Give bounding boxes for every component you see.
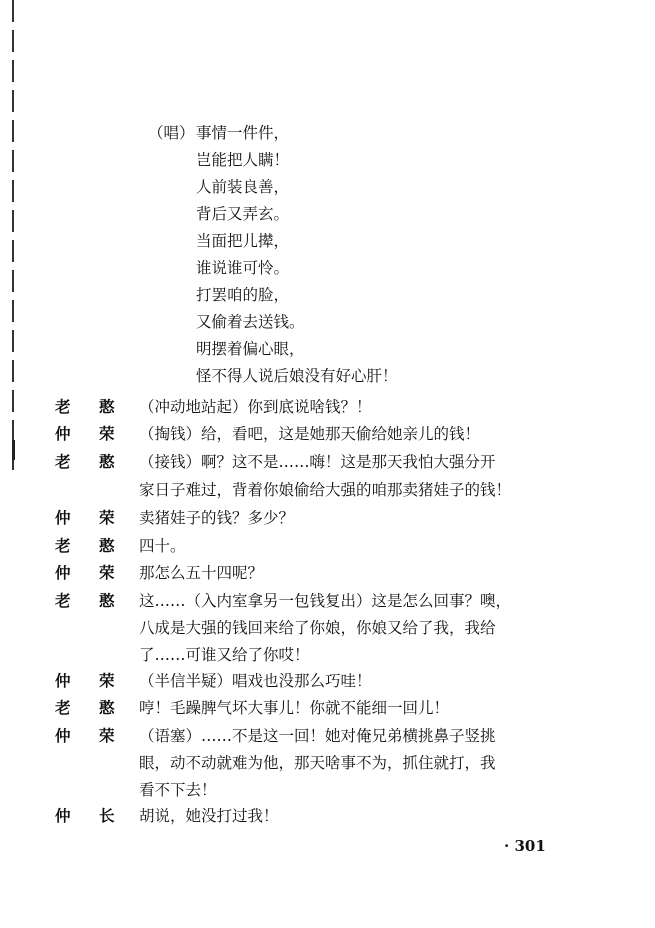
speaker-name-char: 憨 <box>99 397 115 416</box>
speech-line: 那怎么五十四呢？ <box>139 564 264 582</box>
speech-line: （冲动地站起）你到底说啥钱？！ <box>139 398 372 416</box>
binding-margin-rule <box>12 0 14 470</box>
speaker-name-char: 憨 <box>99 591 115 610</box>
speaker-name-char: 长 <box>99 806 115 825</box>
speaker-name-char: 老 <box>55 698 71 717</box>
speech-line: 看不下去！ <box>139 781 217 799</box>
speaker-name-char: 老 <box>55 452 71 471</box>
speaker-name-char: 仲 <box>55 508 71 527</box>
speech-line: （语塞）……不是这一回！她对俺兄弟横挑鼻子竖挑 <box>139 727 496 745</box>
song-line: 人前装良善， <box>196 178 290 196</box>
song-line: 打罢咱的脸， <box>196 286 290 304</box>
speaker-name-char: 老 <box>55 397 71 416</box>
song-line: 岂能把人瞒！ <box>196 151 290 169</box>
speech-line: （掏钱）给，看吧，这是她那天偷给她亲儿的钱！ <box>139 425 481 443</box>
speaker-name-char: 仲 <box>55 726 71 745</box>
speaker-name-char: 荣 <box>99 563 115 582</box>
song-line: 当面把儿撵， <box>196 232 290 250</box>
song-line: 事情一件件， <box>196 124 290 142</box>
speaker-name-char: 荣 <box>99 726 115 745</box>
speaker-name-char: 仲 <box>55 424 71 443</box>
speech-line: 这……（入内室拿另一包钱复出）这是怎么回事？噢， <box>139 592 512 610</box>
speaker-name-char: 老 <box>55 536 71 555</box>
speaker-name-char: 老 <box>55 591 71 610</box>
speech-line: 四十。 <box>139 537 186 555</box>
speech-line: 哼！毛躁脾气坏大事儿！你就不能细一回儿！ <box>139 699 450 717</box>
song-line: 又偷着去送钱。 <box>196 313 305 331</box>
speech-line: 八成是大强的钱回来给了你娘，你娘又给了我，我给 <box>139 619 496 637</box>
song-tag: （唱） <box>148 124 195 142</box>
speech-line: 胡说，她没打过我！ <box>139 807 279 825</box>
speaker-name-char: 仲 <box>55 563 71 582</box>
song-line: 谁说谁可怜。 <box>196 259 290 277</box>
binding-margin-mark <box>12 440 15 460</box>
speech-line: 卖猪娃子的钱？多少？ <box>139 509 295 527</box>
speech-line: 了……可谁又给了你哎！ <box>139 646 310 664</box>
song-line: 背后又弄玄。 <box>196 205 290 223</box>
speaker-name-char: 仲 <box>55 671 71 690</box>
speech-line: （半信半疑）唱戏也没那么巧哇！ <box>139 672 372 690</box>
page-number: · 301 <box>504 837 546 855</box>
speaker-name-char: 憨 <box>99 452 115 471</box>
speech-line: 家日子难过，背着你娘偷给大强的咱那卖猪娃子的钱！ <box>139 481 512 499</box>
song-line: 明摆着偏心眼， <box>196 340 305 358</box>
speaker-name-char: 仲 <box>55 806 71 825</box>
speaker-name-char: 憨 <box>99 698 115 717</box>
speaker-name-char: 荣 <box>99 508 115 527</box>
song-line: 怪不得人说后娘没有好心肝！ <box>196 367 398 385</box>
speaker-name-char: 憨 <box>99 536 115 555</box>
speaker-name-char: 荣 <box>99 424 115 443</box>
speech-line: （接钱）啊？这不是……嗨！这是那天我怕大强分开 <box>139 453 496 471</box>
speaker-name-char: 荣 <box>99 671 115 690</box>
speech-line: 眼，动不动就难为他，那天啥事不为，抓住就打，我 <box>139 754 496 772</box>
